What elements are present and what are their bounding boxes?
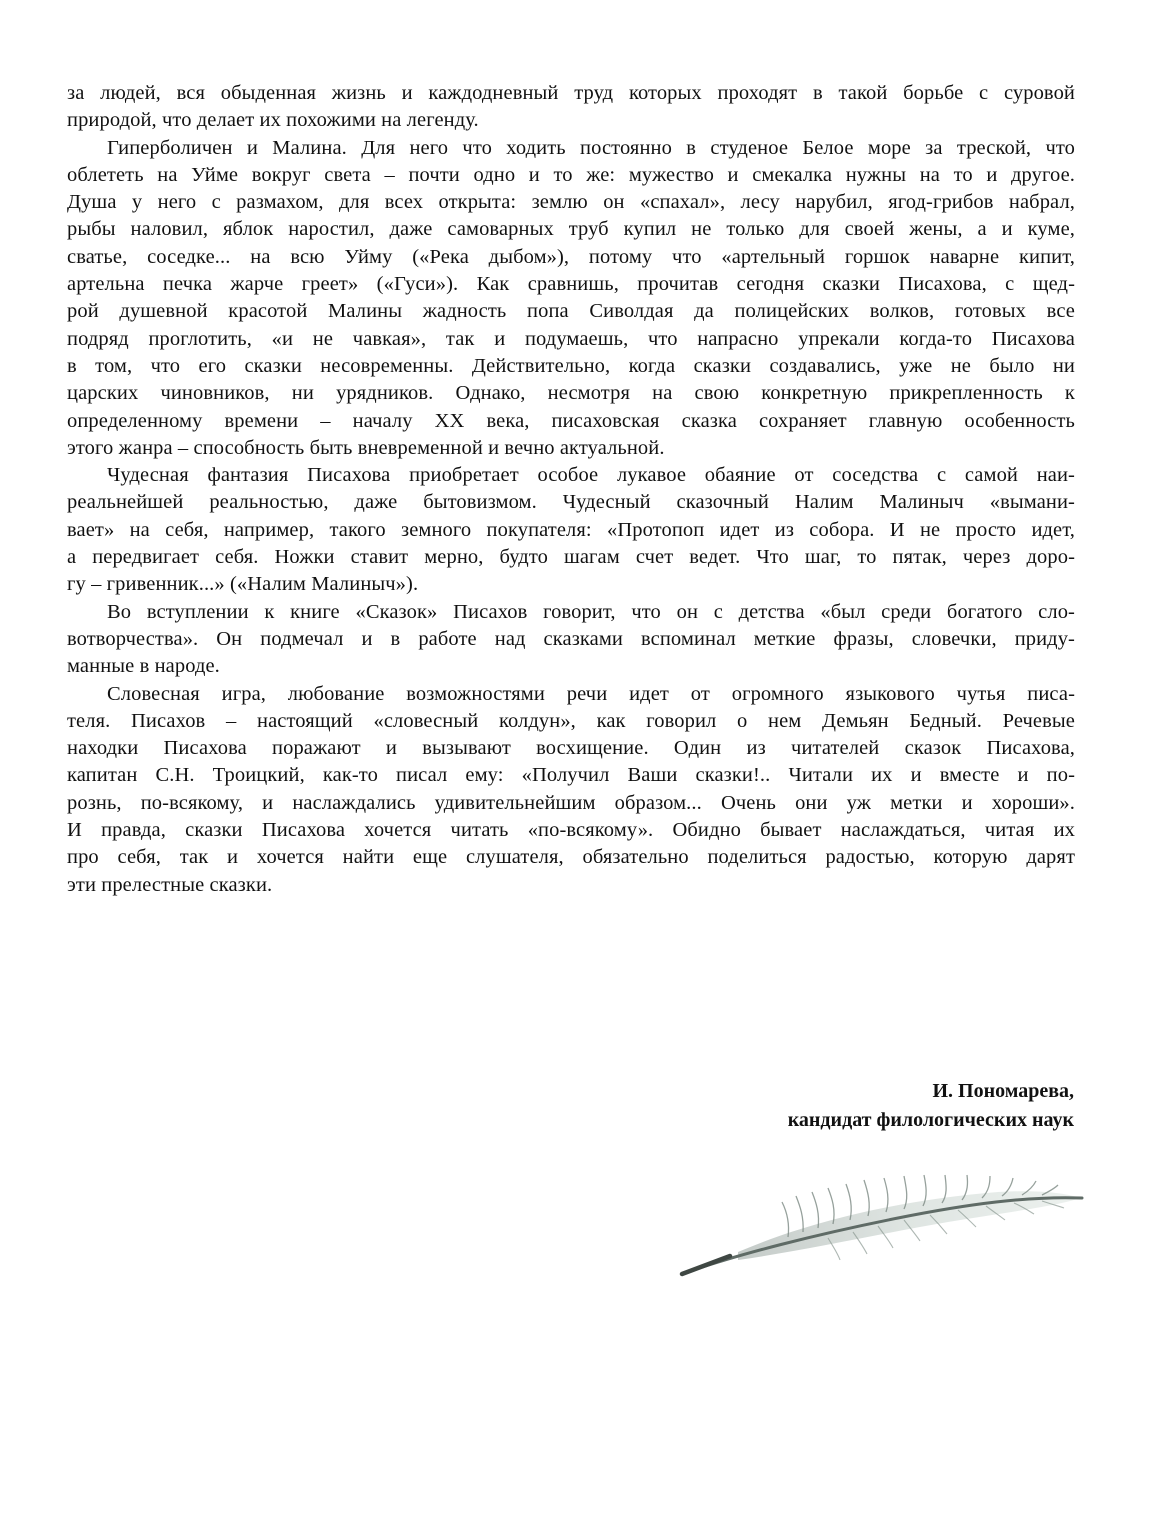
text-line: вотворчества». Он подмечал и в работе над сказками вспоминал меткие фразы, словечки, приду-: [67, 627, 1075, 650]
text-line: про себя, так и хочется найти еще слушателя, обязательно поделиться радостью, которую дарят: [67, 846, 1075, 869]
paragraph-4: [67, 599, 1075, 681]
text-line: артельна печка жарче греет» («Гуси»). Как сравнишь, прочитав сегодня сказки Писахова, с щед-: [67, 273, 1075, 296]
text-line: эти прелестные сказки.: [67, 873, 273, 896]
text-line: Гиперболичен и Малина. Для него что ходить постоянно в студеное Белое море за треской, что: [107, 136, 1075, 159]
text-line: вает» на себя, например, такого земного покупателя: «Протопоп идет из собора. И не просто идет,: [67, 518, 1075, 541]
text-line: определенному времени – началу XX века, писаховская сказка сохраняет главную особенность: [67, 409, 1075, 432]
paragraph-2: [67, 135, 1075, 463]
paragraph-3: [67, 462, 1075, 598]
text-line: Во вступлении к книге «Сказок» Писахов говорит, что он с детства «был среди богатого сло-: [107, 600, 1075, 623]
text-line: капитан С.Н. Троицкий, как-то писал ему: «Получил Ваши сказки!.. Читали их и вместе и по-: [67, 764, 1075, 787]
text-line: рознь, по-всякому, и наслаждались удивительнейшим образом... Очень они уж метки и хороши».: [67, 791, 1075, 814]
text-line: сватье, соседке... на всю Уйму («Река дыбом»), потому что «артельный горшок наварне кипит,: [67, 245, 1075, 268]
author-signature: [788, 1077, 1074, 1135]
text-line: гу – гривенник...» («Налим Малиныч»).: [67, 573, 419, 596]
text-line: Чудесная фантазия Писахова приобретает особое лукавое обаяние от соседства с самой наи-: [107, 464, 1075, 487]
text-line: Словесная игра, любование возможностями речи идет от огромного языкового чутья писа-: [107, 682, 1075, 705]
text-line: за людей, вся обыденная жизнь и каждодневный труд которых проходят в такой борьбе с суровой: [67, 82, 1075, 104]
text-line: теля. Писахов – настоящий «словесный колдун», как говорил о нем Демьян Бедный. Речевые: [67, 709, 1075, 732]
text-line: рой душевной красотой Малины жадность попа Сиволдая да полицейских волков, готовых все: [67, 300, 1075, 323]
feather-icon: [678, 1162, 1088, 1287]
text-line: рыбы наловил, яблок наростил, даже самоварных труб купил не только для своей жены, а и куме,: [67, 218, 1075, 241]
text-line: а передвигает себя. Ножки ставит мерно, будто шагам счет ведет. Что шаг, то пятак, через доро-: [67, 546, 1075, 569]
text-line: манные в народе.: [67, 655, 220, 678]
author-name: И. Пономарева,: [932, 1080, 1074, 1102]
text-line: этого жанра – способность быть вневременной и вечно актуальной.: [67, 436, 665, 459]
author-title: кандидат филологических наук: [787, 1109, 1074, 1131]
text-line: облететь на Уйме вокруг света – почти одно и то же: мужество и смекалка нужны на то и другое.: [67, 163, 1075, 186]
paragraph-1: [67, 80, 1075, 135]
paragraph-5: [67, 681, 1075, 899]
text-line: Душа у него с размахом, для всех открыта: землю он «спахал», лесу нарубил, ягод-грибов набрал,: [67, 191, 1075, 214]
text-line: в том, что его сказки несовременны. Действительно, когда сказки создавались, уже не было ни: [67, 354, 1075, 377]
text-line: реальнейшей реальностью, даже бытовизмом. Чудесный сказочный Налим Малиныч «вымани-: [67, 491, 1075, 514]
text-line: подряд проглотить, «и не чавкая», так и подумаешь, что напрасно упрекали когда-то Писахова: [67, 327, 1075, 350]
text-line: находки Писахова поражают и вызывают восхищение. Один из читателей сказок Писахова,: [67, 737, 1075, 760]
text-line: И правда, сказки Писахова хочется читать «по-всякому». Обидно бывает наслаждаться, читая их: [67, 819, 1075, 842]
article-body: [67, 80, 1075, 899]
text-line: царских чиновников, ни урядников. Однако, несмотря на свою конкретную прикрепленность к: [67, 382, 1075, 405]
text-line: природой, что делает их похожими на легенду.: [67, 109, 479, 132]
